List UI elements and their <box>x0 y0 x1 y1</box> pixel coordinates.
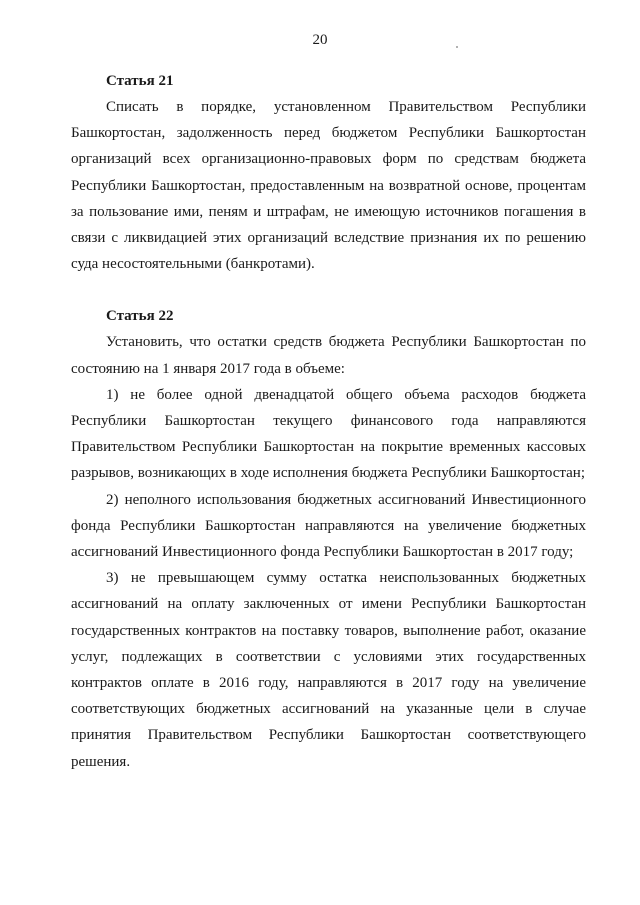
document-body <box>71 68 586 775</box>
article-list-item-1: 1) не более одной двенадцатой общего объема расходов бюджета Республики Башкортостан текущего финансового года направляются Правительством Республики Башкортостан на покрытие временных кассовых разрывов, возникающих в ходе исполнения бюджета Республики Башкортостан; <box>71 386 586 482</box>
article-21 <box>71 68 586 277</box>
page-number: 20 <box>312 32 328 48</box>
article-list-item-2: 2) неполного использования бюджетных ассигнований Инвестиционного фонда Республики Башкортостан направляются на увеличение бюджетных ассигнований Инвестиционного фонда Республики Башкортостан в 2017 году; <box>71 491 586 561</box>
scan-speck <box>456 46 458 48</box>
article-heading: Статья 21 <box>106 73 174 89</box>
section-spacer <box>71 277 586 303</box>
article-22 <box>71 303 586 774</box>
article-paragraph: Списать в порядке, установленном Правительством Республики Башкортостан, задолженность перед бюджетом Республики Башкортостан организаций всех организационно-правовых форм по средствам бюджета Республики Башкортостан, предоставленным на возвратной основе, процентам за пользование ими, пеням и штрафам, не имеющую источников погашения в связи с ликвидацией этих организаций вследствие признания их по решению суда несостоятельными (банкротами). <box>71 99 586 273</box>
article-list-item-3: 3) не превышающем сумму остатка неиспользованных бюджетных ассигнований на оплату заключенных от имени Республики Башкортостан государственных контрактов на поставку товаров, выполнение работ, оказание услуг, подлежащих в соответствии с условиями этих государственных контрактов оплате в 2016 году, направляются в 2017 году на увеличение соответствующих бюджетных ассигнований на указанные цели в случае принятия Правительством Республики Башкортостан соответствующего решения. <box>71 570 586 770</box>
article-paragraph: Установить, что остатки средств бюджета Республики Башкортостан по состоянию на 1 января 2017 года в объеме: <box>71 334 586 377</box>
article-heading: Статья 22 <box>106 308 174 325</box>
